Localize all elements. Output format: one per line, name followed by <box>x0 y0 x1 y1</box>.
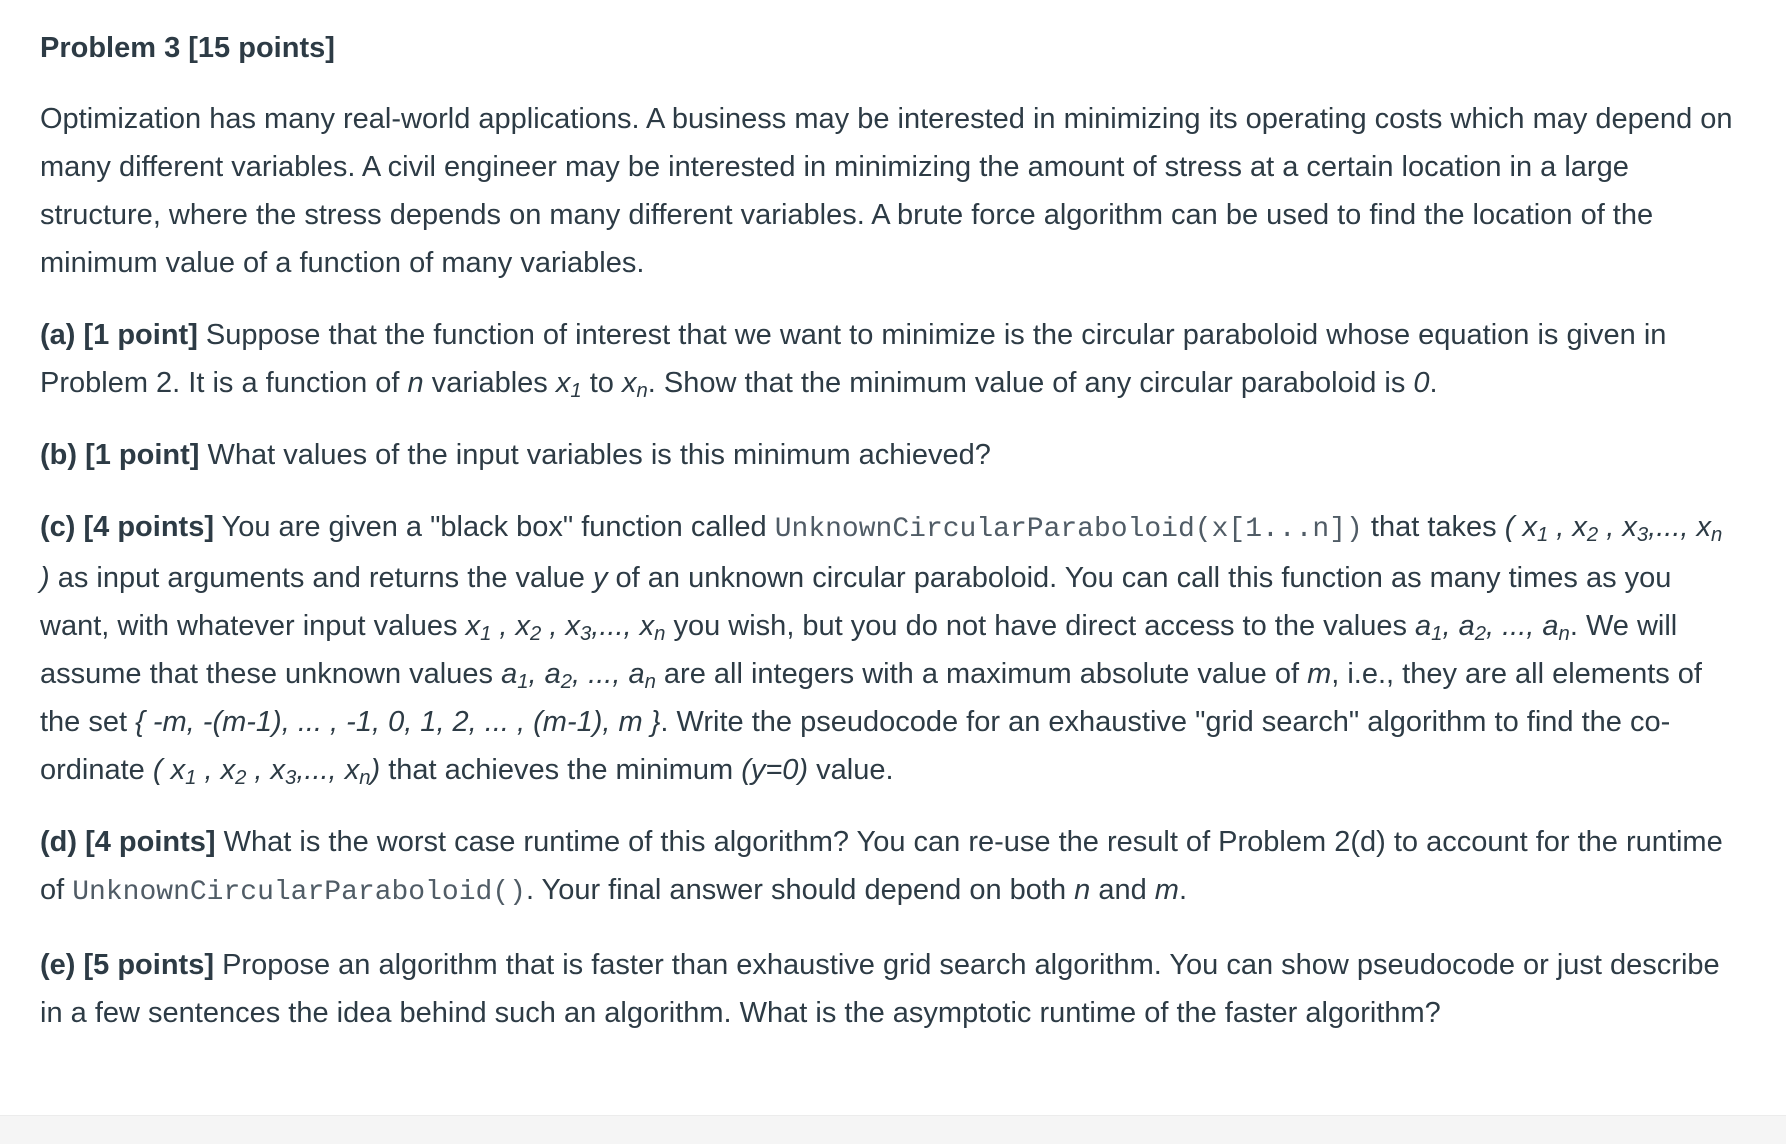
subscript: n <box>654 623 666 646</box>
var-x: x <box>220 754 236 786</box>
subscript: 1 <box>570 380 582 403</box>
part-c-label: (c) [4 points] <box>40 511 214 543</box>
part-e-label: (e) [5 points] <box>40 949 214 981</box>
part-c-text: that achieves the minimum <box>388 754 734 786</box>
subscript: n <box>359 767 371 790</box>
subscript: n <box>1711 524 1723 547</box>
var-x: x <box>344 754 360 786</box>
minimum-condition: (y=0) <box>741 754 809 786</box>
var-m: m <box>1307 658 1332 690</box>
var-n: n <box>1074 874 1091 906</box>
var-a: a <box>628 658 645 690</box>
var-x1 <box>555 367 582 403</box>
part-c-text: are all integers with a maximum absolute value of <box>663 658 1300 690</box>
part-a-text: variables <box>431 367 548 399</box>
subscript: 3 <box>1636 524 1649 547</box>
subscript: 2 <box>560 671 573 694</box>
integer-set: { -m, -(m-1), ... , -1, 0, 1, 2, ... , (m-1), m } <box>135 706 661 738</box>
part-a-text: to <box>589 367 614 399</box>
intro-text: Optimization has many real-world applications. A business may be interested in minimizing its operating costs which may depend on many different variables. A civil engineer may be interested in minimizing the amount of stress at a certain location in a large structure, where the stress depends on many different variables. A brute force algorithm can be used to find the location of the minimum value of a function of many variables. <box>40 103 1733 279</box>
sep: ,..., <box>591 610 632 642</box>
subscript: 2 <box>235 767 247 790</box>
part-d-text: . <box>1178 874 1188 906</box>
subscript: 2 <box>530 623 542 646</box>
var-x: x <box>1696 511 1712 543</box>
part-c-text: value. <box>816 754 894 786</box>
part-c-text: , i.e., they are all elements of the set <box>40 658 1702 738</box>
function-name-code: UnknownCircularParaboloid(x[1...n]) <box>774 514 1363 545</box>
part-c-text: . We will assume that these unknown values <box>40 610 1678 690</box>
var-x: x <box>639 610 655 642</box>
part-e-paragraph <box>40 941 1740 1037</box>
part-e-text: Propose an algorithm that is faster than exhaustive grid search algorithm. You can show pseudocode or just describe in a few sentences the idea behind such an algorithm. What is the asymptotic runtime of the faster algorithm? <box>40 949 1720 1029</box>
var-x: x <box>1622 511 1637 543</box>
var-a: a <box>1415 610 1432 642</box>
subscript: 3 <box>580 623 592 646</box>
var-xn <box>621 367 648 403</box>
part-d-label: (d) [4 points] <box>40 826 216 858</box>
part-a-label: (a) [1 point] <box>40 319 198 351</box>
page-bottom-bar <box>0 1115 1786 1144</box>
sep: ,..., <box>1648 511 1689 543</box>
subscript: 1 <box>517 671 529 694</box>
problem-content <box>40 24 1740 1061</box>
var-x: x <box>621 367 637 399</box>
var-x: x <box>1572 511 1587 543</box>
part-a-paragraph <box>40 311 1740 407</box>
part-b-label: (b) [1 point] <box>40 439 200 471</box>
paren: ) <box>40 562 50 594</box>
subscript: 1 <box>480 623 492 646</box>
var-a: a <box>1458 610 1475 642</box>
part-c-text: that takes <box>1370 511 1497 543</box>
var-n: n <box>407 367 424 399</box>
paren: ( <box>1504 511 1515 543</box>
subscript: 3 <box>285 767 297 790</box>
subscript: 1 <box>1536 524 1549 547</box>
sep: ,..., <box>296 754 337 786</box>
sep: , <box>1556 511 1565 543</box>
var-a: a <box>1542 610 1559 642</box>
part-b-paragraph <box>40 431 1740 479</box>
subscript: n <box>644 671 656 694</box>
subscript: 1 <box>1431 623 1443 646</box>
part-c-text: You are given a "black box" function called <box>221 511 767 543</box>
sep: , <box>528 658 537 690</box>
part-c-text: . Write the pseudocode for an exhaustive "grid search" algorithm to find the co-ordinate <box>40 706 1671 786</box>
var-x: x <box>465 610 481 642</box>
problem-title: Problem 3 [15 points] <box>40 32 335 64</box>
input-values-list <box>465 610 666 646</box>
var-a: a <box>501 658 518 690</box>
var-x: x <box>565 610 580 642</box>
coef-list <box>1415 610 1570 646</box>
subscript: n <box>636 380 648 403</box>
part-b-text: What values of the input variables is this minimum achieved? <box>207 439 991 471</box>
coef-list <box>501 658 656 694</box>
part-d-text: . Your final answer should depend on both <box>525 874 1067 906</box>
subscript: 2 <box>1474 623 1486 646</box>
sep: , ..., <box>572 658 621 690</box>
intro-paragraph <box>40 95 1740 287</box>
part-c-text: of an unknown circular paraboloid. You can call this function as many times as you want, with whatever input values <box>40 562 1672 642</box>
var-y: y <box>592 562 608 594</box>
var-m: m <box>1154 874 1179 906</box>
var-x: x <box>555 367 571 399</box>
sep: , ..., <box>1486 610 1535 642</box>
part-a-text: . <box>1429 367 1438 399</box>
value-zero: 0 <box>1413 367 1430 399</box>
subscript: 2 <box>1586 524 1599 547</box>
part-a-text: Suppose that the function of interest that we want to minimize is the circular paraboloid whose equation is given in Problem 2. It is a function of <box>40 319 1667 399</box>
coordinate-tuple <box>152 754 381 790</box>
part-a-text: . Show that the minimum value of any circular paraboloid is <box>647 367 1406 399</box>
sep: , <box>1606 511 1615 543</box>
part-c-text: you wish, but you do not have direct access to the values <box>673 610 1407 642</box>
part-d-paragraph <box>40 818 1740 917</box>
paren: ( <box>152 754 163 786</box>
sep: , <box>549 610 558 642</box>
part-c-paragraph <box>40 503 1740 794</box>
var-x: x <box>1522 511 1537 543</box>
part-c-text: as input arguments and returns the value <box>57 562 585 594</box>
var-a: a <box>544 658 561 690</box>
sep: , <box>499 610 508 642</box>
var-x: x <box>515 610 531 642</box>
var-x: x <box>170 754 186 786</box>
paren: ) <box>370 754 381 786</box>
sep: , <box>1442 610 1451 642</box>
subscript: 1 <box>185 767 197 790</box>
sep: , <box>254 754 263 786</box>
var-x: x <box>270 754 286 786</box>
part-d-text: What is the worst case runtime of this algorithm? You can re-use the result of Problem 2(d) to account for the runtime of <box>40 826 1723 906</box>
subscript: n <box>1558 623 1570 646</box>
function-name-code: UnknownCircularParaboloid() <box>72 877 526 908</box>
part-d-text: and <box>1098 874 1147 906</box>
sep: , <box>204 754 213 786</box>
